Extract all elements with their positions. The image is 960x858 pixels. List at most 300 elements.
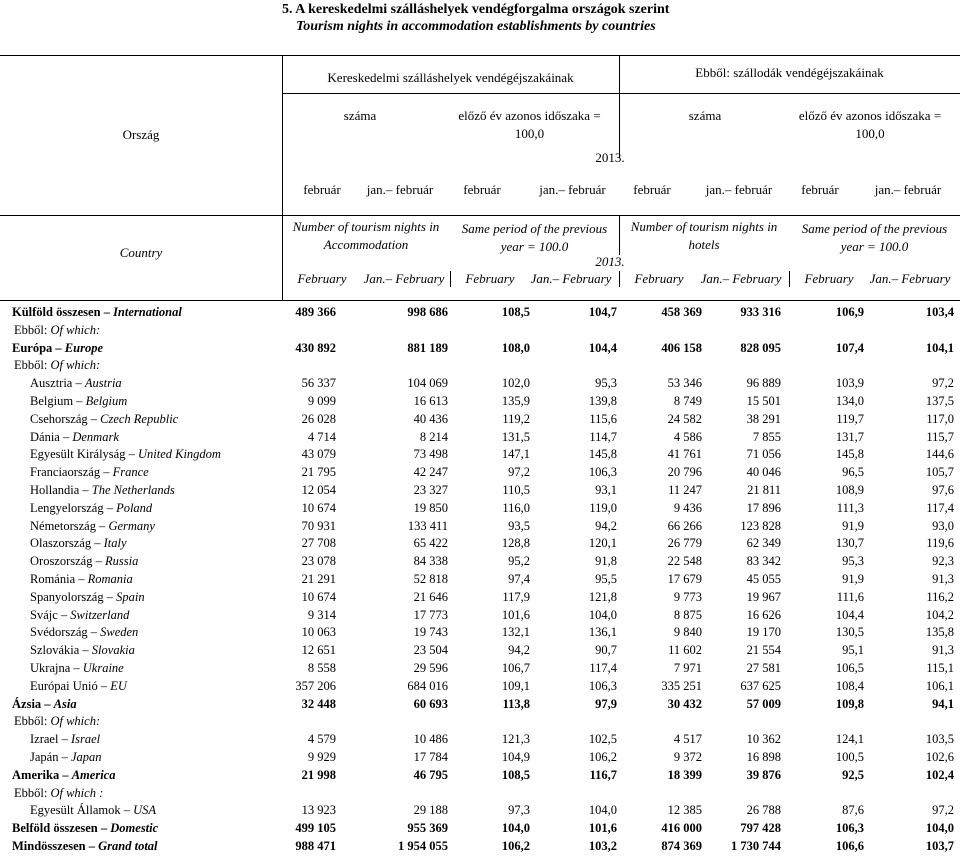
row-value-col7: 108,4 <box>835 678 864 693</box>
row-value-col4: 104,4 <box>588 340 617 355</box>
row-value-col1: 26 028 <box>301 411 336 426</box>
header-country-divider <box>282 55 283 301</box>
row-value-col6: 96 889 <box>746 376 781 391</box>
row-value-col3: 106,7 <box>501 660 530 675</box>
row-value-col2: 17 773 <box>413 607 448 622</box>
row-label-separator: – <box>100 305 114 319</box>
row-value-col6: 38 291 <box>746 411 781 426</box>
row-value-col1: 9 314 <box>307 607 336 622</box>
row-value-col5: 9 372 <box>673 749 702 764</box>
row-value-col7: 100,5 <box>835 749 864 764</box>
row-label-hu: Spanyolország <box>30 589 104 604</box>
row-label-separator: – <box>103 500 117 515</box>
row-value-col6: 933 316 <box>740 305 781 319</box>
row-value-col3: 108,5 <box>501 767 530 782</box>
header-en-tick-3 <box>789 271 790 287</box>
row-value-col5: 9 840 <box>673 625 702 640</box>
row-label-en: Romania <box>87 571 133 586</box>
row-value-col4: 106,3 <box>588 678 617 693</box>
table-row <box>0 500 960 518</box>
header-same-2-line1: Same period of the previous <box>801 221 948 236</box>
row-label <box>30 802 156 820</box>
row-value-col5: 335 251 <box>661 678 702 693</box>
row-label <box>30 553 138 571</box>
header-top-border <box>0 55 960 56</box>
row-value-col6: 26 788 <box>746 803 781 818</box>
row-value-col6: 57 009 <box>746 696 781 711</box>
row-value-col1: 23 078 <box>301 554 336 569</box>
row-value-col3: 109,1 <box>501 678 530 693</box>
row-value-col6: 19 967 <box>746 589 781 604</box>
row-value-col8: 115,1 <box>926 660 954 675</box>
row-value-col2: 52 818 <box>413 571 448 586</box>
row-value-col7: 130,7 <box>835 536 864 551</box>
row-value-col4: 94,2 <box>595 518 617 533</box>
row-value-col5: 20 796 <box>667 465 702 480</box>
header-year-hu: 2013. <box>595 150 625 165</box>
header-group2-hu: Ebből: szállodák vendégéjszakáinak <box>695 65 884 80</box>
row-value-col2: 881 189 <box>407 340 448 355</box>
row-label <box>14 785 103 803</box>
row-label-hu: Ukrajna <box>30 660 71 675</box>
row-label <box>30 660 124 678</box>
row-value-col5: 406 158 <box>661 340 702 355</box>
row-value-col3: 104,0 <box>501 821 530 836</box>
row-label-hu: Ebből: <box>14 785 48 800</box>
row-label <box>12 340 103 358</box>
row-value-col2: 19 743 <box>413 625 448 640</box>
row-value-col5: 22 548 <box>667 554 702 569</box>
row-value-col6: 21 811 <box>747 482 781 497</box>
row-value-col8: 103,4 <box>925 305 954 319</box>
row-label-en: Denmark <box>72 429 119 444</box>
row-value-col6: 39 876 <box>746 767 781 782</box>
row-value-col4: 104,7 <box>588 305 617 319</box>
row-value-col2: 21 646 <box>413 589 448 604</box>
row-value-col2: 133 411 <box>407 518 448 533</box>
row-value-col1: 489 366 <box>295 305 336 319</box>
row-label-hu: Ebből: <box>14 358 48 373</box>
row-value-col5: 9 436 <box>673 500 702 515</box>
row-label-en: The Netherlands <box>91 482 175 497</box>
row-label-separator: – <box>103 589 117 604</box>
row-value-col2: 73 498 <box>413 447 448 462</box>
row-value-col5: 7 971 <box>673 660 702 675</box>
row-label-en: Russia <box>104 554 139 569</box>
table-row <box>0 535 960 553</box>
row-value-col6: 16 626 <box>746 607 781 622</box>
row-value-col8: 117,0 <box>926 411 954 426</box>
row-label <box>30 482 175 500</box>
row-value-col8: 103,5 <box>925 732 954 747</box>
row-value-col7: 106,9 <box>835 305 864 319</box>
row-label-separator: – <box>92 554 105 569</box>
row-label-hu: Japán <box>30 749 59 764</box>
row-value-col1: 499 105 <box>295 821 336 836</box>
row-label <box>30 393 127 411</box>
row-value-col8: 93,0 <box>932 518 954 533</box>
row-value-col6: 16 898 <box>746 749 781 764</box>
header-same-2-line2: year = 100.0 <box>840 239 909 254</box>
row-value-col8: 106,1 <box>925 678 954 693</box>
row-value-col4: 102,5 <box>588 732 617 747</box>
row-value-col1: 10 063 <box>301 625 336 640</box>
header-janfeb-hu-2: jan.– február <box>539 182 606 197</box>
header-num-acc-line1: Number of tourism nights in <box>292 219 440 234</box>
header-feb-en-3: February <box>634 271 684 286</box>
row-value-col5: 17 679 <box>667 571 702 586</box>
header-elozo-1-line2: 100,0 <box>514 126 545 141</box>
row-label-en: International <box>113 305 182 319</box>
header-janfeb-en-1: Jan.– February <box>363 271 445 286</box>
row-label-en: France <box>112 465 149 480</box>
row-label-separator: – <box>87 625 101 640</box>
row-value-col4: 104,0 <box>588 803 617 818</box>
row-label-hu: Szlovákia <box>30 643 80 658</box>
row-value-col1: 430 892 <box>295 340 336 355</box>
of-which-row <box>0 785 960 803</box>
row-label <box>30 571 133 589</box>
row-value-col8: 105,7 <box>925 465 954 480</box>
row-value-col1: 12 054 <box>301 482 336 497</box>
row-value-col7: 87,6 <box>842 803 864 818</box>
row-label-en: EU <box>110 678 127 693</box>
table-row <box>0 642 960 660</box>
row-value-col2: 8 214 <box>419 429 448 444</box>
row-value-col5: 4 517 <box>673 732 702 747</box>
row-value-col4: 117,4 <box>589 660 617 675</box>
row-value-col3: 95,2 <box>508 554 530 569</box>
row-value-col8: 91,3 <box>932 571 954 586</box>
row-value-col6: 10 362 <box>746 732 781 747</box>
header-feb-en-4: February <box>804 271 854 286</box>
row-label <box>12 304 182 322</box>
row-value-col5: 24 582 <box>667 411 702 426</box>
row-value-col3: 108,5 <box>501 305 530 319</box>
row-value-col4: 101,6 <box>588 821 617 836</box>
header-szama-1: száma <box>343 108 377 123</box>
row-value-col4: 91,8 <box>595 554 617 569</box>
row-label-en: Austria <box>84 376 122 391</box>
row-label-en: Israel <box>70 732 101 747</box>
row-value-col5: 874 369 <box>661 838 702 853</box>
row-value-col5: 458 369 <box>661 305 702 319</box>
row-value-col3: 102,0 <box>501 376 530 391</box>
row-label-hu: Ebből: <box>14 322 48 337</box>
row-value-col4: 97,9 <box>595 696 617 711</box>
table-row <box>0 820 960 838</box>
table-row <box>0 375 960 393</box>
table-subtitle: Tourism nights in accommodation establishments by countries <box>296 19 656 34</box>
row-label <box>14 713 100 731</box>
row-value-col6: 17 896 <box>746 500 781 515</box>
row-label-separator: – <box>97 678 111 693</box>
header-feb-hu-4: február <box>801 182 839 197</box>
row-label-en: United Kingdom <box>137 447 221 462</box>
row-label-separator: – <box>85 838 99 853</box>
row-value-col1: 4 714 <box>307 429 336 444</box>
row-value-col4: 106,3 <box>588 465 617 480</box>
row-value-col4: 90,7 <box>595 643 617 658</box>
table-row <box>0 607 960 625</box>
row-label-en: Ukraine <box>82 660 124 675</box>
table-row <box>0 446 960 464</box>
row-value-col6: 19 170 <box>746 625 781 640</box>
row-label-separator: – <box>91 536 104 551</box>
row-value-col7: 124,1 <box>835 732 864 747</box>
row-label-hu: Mindösszesen <box>12 838 86 853</box>
row-label-en: Asia <box>53 696 77 711</box>
row-value-col5: 26 779 <box>667 536 702 551</box>
row-label-hu: Amerika <box>12 767 60 782</box>
row-value-col7: 111,6 <box>836 589 864 604</box>
row-label-separator: – <box>87 411 101 426</box>
row-label-separator: – <box>58 749 71 764</box>
table-row <box>0 411 960 429</box>
row-value-col6: 71 056 <box>746 447 781 462</box>
row-value-col1: 21 291 <box>301 571 336 586</box>
row-value-col2: 29 596 <box>413 660 448 675</box>
row-value-col5: 416 000 <box>661 821 702 836</box>
table-row <box>0 749 960 767</box>
row-value-col7: 92,5 <box>842 767 864 782</box>
row-value-col7: 109,8 <box>835 696 864 711</box>
row-label-en: Domestic <box>110 821 159 836</box>
row-value-col7: 91,9 <box>842 571 864 586</box>
table-row <box>0 304 960 322</box>
row-value-col3: 147,1 <box>501 447 530 462</box>
row-value-col5: 8 875 <box>673 607 702 622</box>
row-value-col3: 108,0 <box>501 340 530 355</box>
row-label <box>12 820 158 838</box>
row-value-col6: 828 095 <box>740 340 781 355</box>
header-elozo-2-line2: 100,0 <box>855 126 885 141</box>
row-value-col7: 95,1 <box>842 643 864 658</box>
row-value-col2: 29 188 <box>413 803 448 818</box>
row-value-col7: 103,9 <box>835 376 864 391</box>
row-value-col8: 116,2 <box>926 589 954 604</box>
row-label-separator: – <box>97 821 111 836</box>
row-value-col8: 97,6 <box>932 482 954 497</box>
row-value-col1: 10 674 <box>301 500 336 515</box>
header-bottom-border <box>0 300 960 301</box>
row-value-col8: 135,8 <box>925 625 954 640</box>
row-value-col6: 62 349 <box>746 536 781 551</box>
row-label-separator: – <box>95 518 109 533</box>
row-value-col3: 97,3 <box>508 803 530 818</box>
row-label-hu: Oroszország <box>30 554 93 569</box>
row-value-col2: 23 504 <box>413 643 448 658</box>
header-janfeb-hu-3: jan.– február <box>705 182 773 197</box>
row-value-col6: 15 501 <box>746 393 781 408</box>
row-value-col4: 119,0 <box>589 500 617 515</box>
row-label-separator: – <box>58 732 71 747</box>
row-value-col4: 139,8 <box>588 393 617 408</box>
row-value-col3: 113,8 <box>502 696 530 711</box>
row-value-col3: 97,2 <box>508 465 530 480</box>
row-value-col1: 21 998 <box>301 767 336 782</box>
table-body <box>0 304 960 856</box>
row-value-col5: 9 773 <box>673 589 702 604</box>
row-value-col4: 106,2 <box>588 749 617 764</box>
row-label-en: Poland <box>116 500 153 515</box>
row-value-col5: 11 602 <box>668 643 702 658</box>
row-label <box>30 731 100 749</box>
row-value-col3: 128,8 <box>501 536 530 551</box>
row-label-en: Italy <box>103 536 127 551</box>
row-label-hu: Izrael <box>30 732 59 747</box>
row-label-en: Japan <box>70 749 102 764</box>
row-value-col6: 1 730 744 <box>731 838 781 853</box>
row-value-col7: 96,5 <box>842 465 864 480</box>
row-value-col8: 115,7 <box>926 429 954 444</box>
row-value-col3: 119,2 <box>502 411 530 426</box>
row-value-col6: 637 625 <box>740 678 781 693</box>
row-value-col1: 9 099 <box>307 393 336 408</box>
header-group-divider <box>282 93 960 94</box>
row-label-separator: – <box>79 643 92 658</box>
row-value-col8: 102,4 <box>925 767 954 782</box>
table-row <box>0 802 960 820</box>
row-value-col3: 135,9 <box>501 393 530 408</box>
row-value-col6: 45 055 <box>746 571 781 586</box>
row-value-col4: 93,1 <box>595 482 617 497</box>
row-label <box>30 429 119 447</box>
row-label <box>30 518 155 536</box>
row-label <box>30 749 102 767</box>
row-value-col2: 84 338 <box>413 554 448 569</box>
row-value-col7: 119,7 <box>836 411 864 426</box>
header-elozo-2-line1: előző év azonos időszaka = <box>798 108 942 123</box>
row-value-col3: 93,5 <box>508 518 530 533</box>
row-label-en: Grand total <box>98 838 158 853</box>
row-label-separator: – <box>41 696 54 711</box>
row-label-hu: Románia <box>30 571 76 586</box>
row-value-col7: 107,4 <box>835 340 864 355</box>
row-value-col2: 19 850 <box>413 500 448 515</box>
row-value-col1: 357 206 <box>295 678 336 693</box>
header-feb-hu-3: február <box>633 182 671 197</box>
row-label-en: Of which : <box>50 785 104 800</box>
row-value-col8: 104,0 <box>925 821 954 836</box>
row-value-col8: 144,6 <box>925 447 954 462</box>
row-label <box>12 696 77 714</box>
row-label <box>14 322 100 340</box>
of-which-row <box>0 713 960 731</box>
row-label-separator: – <box>70 660 83 675</box>
row-label <box>30 446 221 464</box>
row-label <box>30 642 135 660</box>
row-value-col7: 145,8 <box>835 447 864 462</box>
table-row <box>0 518 960 536</box>
header-group1-hu: Kereskedelmi szálláshelyek vendégéjszakáinak <box>327 70 574 85</box>
row-value-col8: 97,2 <box>932 803 954 818</box>
header-mid-border <box>0 215 960 216</box>
row-value-col8: 97,2 <box>932 376 954 391</box>
header-janfeb-en-4: Jan.– February <box>869 271 951 286</box>
row-value-col7: 106,6 <box>835 838 864 853</box>
header-elozo-1-line1: előző év azonos időszaka = <box>458 108 601 123</box>
row-value-col7: 106,3 <box>835 821 864 836</box>
row-label-hu: Ázsia <box>12 696 42 711</box>
header-feb-hu-1: február <box>303 182 341 197</box>
row-label-hu: Egyesült Államok <box>30 803 121 818</box>
row-label-separator: – <box>59 429 73 444</box>
row-value-col2: 955 369 <box>407 821 448 836</box>
row-label-hu: Európai Unió <box>30 678 98 693</box>
row-value-col5: 18 399 <box>667 767 702 782</box>
row-value-col7: 91,9 <box>842 518 864 533</box>
row-label-en: Germany <box>108 518 155 533</box>
row-value-col2: 104 069 <box>407 376 448 391</box>
header-same-1-line1: Same period of the previous <box>461 221 608 236</box>
row-label-en: Of which: <box>50 714 101 729</box>
row-value-col5: 41 761 <box>667 447 702 462</box>
row-value-col2: 1 954 055 <box>398 838 448 853</box>
table-row <box>0 429 960 447</box>
row-value-col6: 83 342 <box>746 554 781 569</box>
row-value-col3: 117,9 <box>502 589 530 604</box>
table-row <box>0 553 960 571</box>
row-value-col6: 7 855 <box>752 429 781 444</box>
header-num-hot-line2: hotels <box>688 237 720 252</box>
row-value-col1: 10 674 <box>301 589 336 604</box>
header-feb-en-2: February <box>465 271 515 286</box>
row-value-col4: 104,0 <box>588 607 617 622</box>
row-label <box>30 624 138 642</box>
header-janfeb-en-3: Jan.– February <box>700 271 782 286</box>
row-value-col4: 114,7 <box>589 429 617 444</box>
row-value-col1: 56 337 <box>301 376 336 391</box>
row-value-col7: 106,5 <box>835 660 864 675</box>
table-row <box>0 696 960 714</box>
row-label-separator: – <box>57 607 71 622</box>
row-value-col3: 94,2 <box>508 643 530 658</box>
row-value-col1: 8 558 <box>307 660 336 675</box>
row-value-col1: 43 079 <box>301 447 336 462</box>
row-label-hu: Németország <box>30 518 96 533</box>
row-label-en: Of which: <box>50 322 101 337</box>
row-value-col5: 11 247 <box>668 482 702 497</box>
row-label <box>30 464 149 482</box>
row-label-hu: Hollandia <box>30 482 80 497</box>
row-label <box>14 357 100 375</box>
header-country-en: Country <box>119 245 163 260</box>
row-label-hu: Belgium <box>30 393 74 408</box>
table-row <box>0 464 960 482</box>
row-value-col5: 8 749 <box>673 393 702 408</box>
row-label-separator: – <box>72 376 85 391</box>
row-value-col1: 988 471 <box>295 838 336 853</box>
row-value-col8: 91,3 <box>932 643 954 658</box>
row-label <box>30 535 127 553</box>
row-label-en: USA <box>133 803 157 818</box>
row-label-en: America <box>71 767 116 782</box>
row-label-separator: – <box>120 803 134 818</box>
row-value-col7: 131,7 <box>835 429 864 444</box>
row-value-col4: 121,8 <box>588 589 617 604</box>
row-value-col7: 108,9 <box>835 482 864 497</box>
row-value-col4: 115,6 <box>589 411 617 426</box>
table-row <box>0 589 960 607</box>
row-label-hu: Dánia <box>30 429 60 444</box>
row-label <box>30 411 178 429</box>
row-value-col3: 101,6 <box>501 607 530 622</box>
header-feb-hu-2: február <box>463 182 501 197</box>
table-row <box>0 660 960 678</box>
row-value-col3: 110,5 <box>502 482 530 497</box>
row-value-col1: 12 651 <box>301 643 336 658</box>
